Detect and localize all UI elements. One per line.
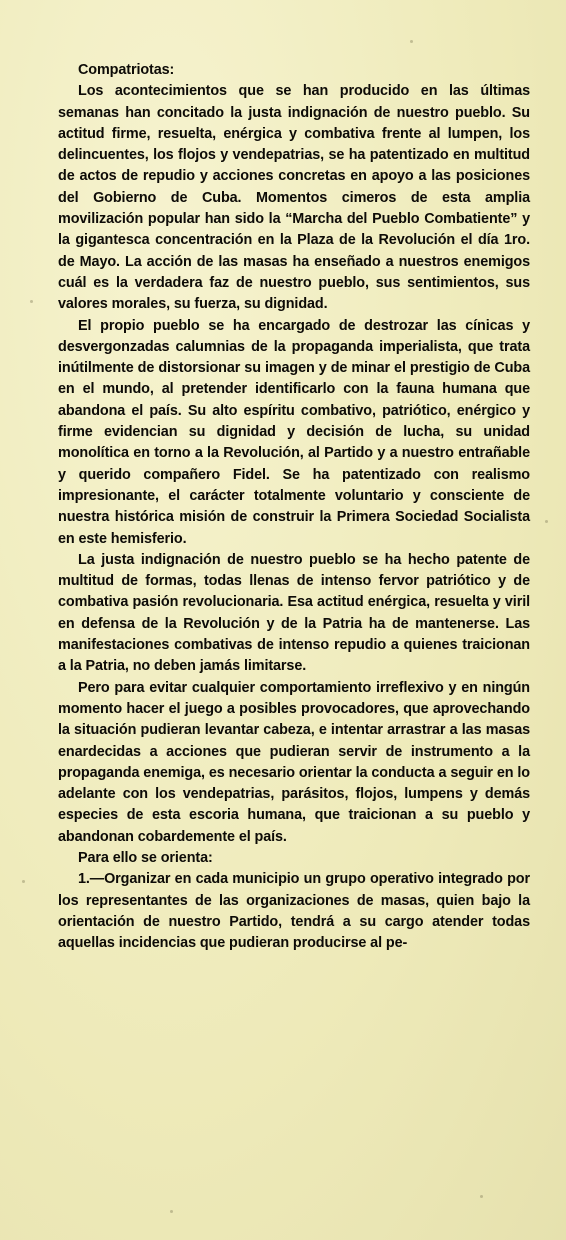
list-item-1: 1.—Organizar en cada municipio un grupo operativo integrado por los representantes de las organizaciones de masas, quien bajo la orientación de nuestro Partido, tendrá a su cargo atender todas aquellas incidencias que pudieran producirse al pe- — [58, 871, 530, 952]
paper-speck — [30, 300, 33, 303]
greeting: Compatriotas: — [78, 62, 175, 78]
paper-speck — [170, 1210, 173, 1213]
paper-speck — [480, 1195, 483, 1198]
paper-speck — [22, 880, 25, 883]
paragraph-4: Pero para evitar cualquier comportamiento irreflexivo y en ningún momento hacer el juego a posibles provocadores, que aprovechando la situación pudieran levantar cabeza, e intentar arrastrar a las masas enardecidas a acciones que pudieran servir de instrumento a la propaganda enemiga, es necesario orientar la conducta a seguir en lo adelante con los vendepatrias, parásitos, flojos, lumpens y demás especies de esta escoria humana, que traicionan a su pueblo y abandonan cobardemente el país. — [58, 679, 530, 845]
paragraph-3: La justa indignación de nuestro pueblo se ha hecho patente de multitud de formas, todas llenas de intenso fervor patriótico y de combativa pasión revolucionaria. Esa actitud enérgica, resuelta y viril en defensa de la Revolución y de la Patria ha de mantenerse. Las manifestaciones combativas de intenso repudio a quienes traicionan a la Patria, no deben jamás limitarse. — [58, 551, 530, 675]
paper-speck — [545, 520, 548, 523]
orientation-heading: Para ello se orienta: — [78, 849, 213, 866]
newspaper-clipping — [58, 60, 530, 954]
paper-speck — [410, 40, 413, 43]
paragraph-1: Los acontecimientos que se han producido en las últimas semanas han concitado la justa indignación de nuestro pueblo. Su actitud firme, resuelta, enérgica y combativa frente al lumpen, los delincuentes, los flojos y vendepatrias, se ha patentizado en multitud de actos de repudio y acciones concretas en apoyo a las posiciones del Gobierno de Cuba. Momentos cimeros de esta amplia movilización popular han sido la “Marcha del Pueblo Combatiente” y la gigantesca concentración en la Plaza de la Revolución el día 1ro. de Mayo. La acción de las masas ha enseñado a nuestros enemigos cuál es la verdadera faz de nuestro pueblo, sus sentimientos, sus valores morales, su fuerza, su dignidad. — [58, 83, 530, 313]
paragraph-2: El propio pueblo se ha encargado de destrozar las cínicas y desvergonzadas calumnias de la propaganda imperialista, que trata inútilmente de distorsionar su imagen y de minar el prestigio de Cuba en el mundo, al pretender identificarlo con la fauna humana que abandona el país. Su alto espíritu combativo, patriótico, enérgico y firme evidencian su dignidad y decisión de lucha, su unidad monolítica en torno a la Revolución, al Partido y a nuestro entrañable y querido compañero Fidel. Se ha patentizado con realismo impresionante, el carácter totalmente voluntario y consciente de nuestra histórica misión de construir la Primera Sociedad Socialista en este hemisferio. — [58, 317, 530, 547]
